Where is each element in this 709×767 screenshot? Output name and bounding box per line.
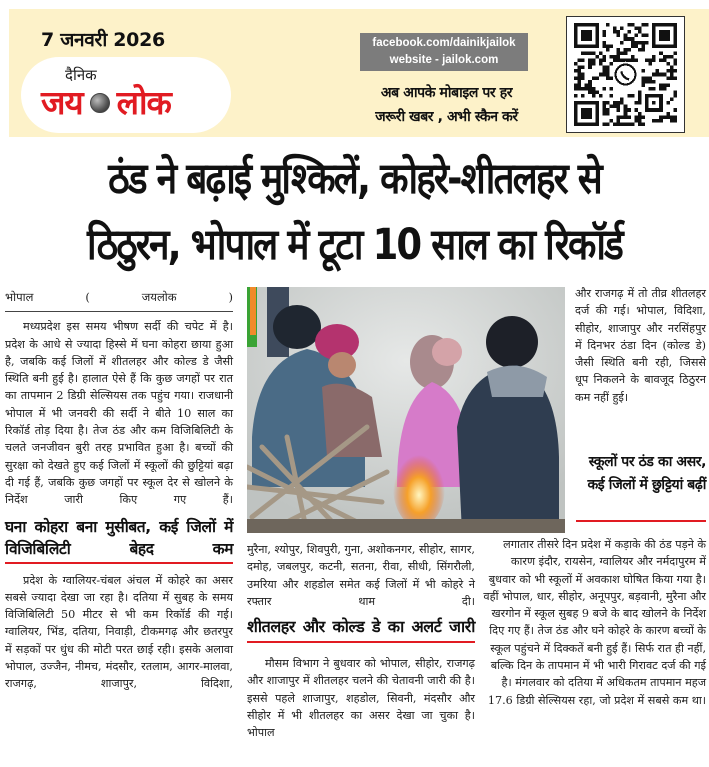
qr-module bbox=[620, 59, 624, 63]
qr-module bbox=[666, 101, 670, 105]
qr-module bbox=[666, 55, 670, 59]
qr-module bbox=[631, 37, 635, 41]
qr-module bbox=[599, 62, 603, 66]
qr-module bbox=[599, 73, 603, 77]
qr-module bbox=[578, 73, 582, 77]
qr-module bbox=[631, 59, 635, 63]
qr-module bbox=[602, 69, 606, 73]
qr-module bbox=[673, 115, 677, 119]
qr-module bbox=[638, 30, 642, 34]
newspaper-logo bbox=[21, 57, 231, 133]
qr-module bbox=[634, 41, 638, 45]
qr-module bbox=[574, 87, 578, 91]
qr-module bbox=[592, 87, 596, 91]
qr-module bbox=[606, 69, 610, 73]
qr-module bbox=[663, 87, 667, 91]
qr-module bbox=[588, 59, 592, 63]
subheading-rule bbox=[247, 641, 475, 643]
qr-module bbox=[617, 51, 621, 55]
globe-icon bbox=[90, 93, 110, 113]
qr-module bbox=[602, 55, 606, 59]
qr-module bbox=[606, 66, 610, 70]
qr-module bbox=[578, 76, 582, 80]
qr-module bbox=[627, 108, 631, 112]
qr-module bbox=[638, 27, 642, 31]
article-column-right-top bbox=[575, 285, 706, 406]
qr-module bbox=[641, 23, 645, 27]
qr-module bbox=[673, 108, 677, 112]
logo-word-jai: जय bbox=[41, 83, 83, 122]
qr-module bbox=[634, 44, 638, 48]
qr-module bbox=[595, 90, 599, 94]
qr-module bbox=[620, 41, 624, 45]
qr-module bbox=[645, 23, 649, 27]
qr-module bbox=[610, 105, 614, 109]
qr-module bbox=[638, 115, 642, 119]
qr-module bbox=[592, 62, 596, 66]
qr-module bbox=[617, 59, 621, 63]
qr-module bbox=[641, 69, 645, 73]
qr-module bbox=[673, 76, 677, 80]
qr-module bbox=[620, 101, 624, 105]
dateline: भोपाल ( जयलोक ) bbox=[5, 285, 233, 312]
qr-module bbox=[585, 51, 589, 55]
fog-subheading: घना कोहरा बना मुसीबत, कई जिलों में विजिबिलिटी बेहद कम bbox=[5, 517, 233, 558]
qr-module bbox=[617, 48, 621, 52]
alert-paragraph: मौसम विभाग ने बुधवार को भोपाल, सीहोर, राजगढ़ और शाजापुर में शीतलहर चलने की चेतावनी जारी की है। इससे पहले शाजापुर, शहडोल, सिवनी, मंदसौर और सीहोर में भी शीतलहर का असर देखा जा चुका है। भोपाल bbox=[247, 657, 475, 740]
qr-module bbox=[602, 66, 606, 70]
qr-module bbox=[663, 115, 667, 119]
bonfire-photo-illustration bbox=[247, 287, 565, 533]
qr-module bbox=[641, 76, 645, 80]
qr-module bbox=[578, 83, 582, 87]
qr-module bbox=[606, 122, 610, 126]
qr-module bbox=[588, 66, 592, 70]
qr-module bbox=[610, 62, 614, 66]
qr-module bbox=[645, 80, 649, 84]
qr-module bbox=[652, 55, 656, 59]
article-column-center bbox=[247, 541, 475, 742]
qr-module bbox=[624, 122, 628, 126]
qr-module bbox=[659, 83, 663, 87]
website-link[interactable]: website - jailok.com bbox=[389, 54, 499, 66]
qr-module bbox=[641, 41, 645, 45]
qr-module bbox=[649, 87, 653, 91]
qr-module bbox=[606, 101, 610, 105]
qr-module bbox=[574, 62, 578, 66]
qr-module bbox=[627, 94, 631, 98]
qr-module bbox=[663, 55, 667, 59]
qr-module bbox=[631, 94, 635, 98]
qr-module bbox=[652, 73, 656, 77]
qr-module bbox=[610, 119, 614, 123]
qr-module bbox=[606, 112, 610, 116]
qr-module bbox=[588, 51, 592, 55]
qr-module bbox=[602, 101, 606, 105]
qr-module bbox=[617, 34, 621, 38]
qr-module bbox=[673, 90, 677, 94]
qr-module bbox=[663, 73, 667, 77]
qr-module bbox=[649, 59, 653, 63]
qr-module bbox=[670, 69, 674, 73]
qr-module bbox=[627, 59, 631, 63]
masthead-band bbox=[9, 9, 709, 137]
headline-line-2: ठिठुरन, भोपाल में टूटा 10 साल का रिकॉर्ड bbox=[87, 220, 622, 270]
scan-prompt bbox=[359, 81, 534, 129]
qr-module bbox=[620, 27, 624, 31]
qr-module bbox=[578, 66, 582, 70]
qr-module bbox=[645, 34, 649, 38]
main-headline bbox=[0, 146, 709, 278]
qr-module bbox=[673, 69, 677, 73]
qr-module bbox=[638, 119, 642, 123]
qr-code-graphic bbox=[573, 23, 678, 126]
qr-module bbox=[617, 108, 621, 112]
qr-module bbox=[666, 62, 670, 66]
qr-module bbox=[641, 115, 645, 119]
qr-module bbox=[631, 41, 635, 45]
qr-module bbox=[631, 122, 635, 126]
qr-module bbox=[581, 94, 585, 98]
qr-module bbox=[602, 105, 606, 109]
qr-module bbox=[613, 59, 617, 63]
qr-module bbox=[606, 48, 610, 52]
qr-module bbox=[627, 37, 631, 41]
qr-module bbox=[652, 80, 656, 84]
article-column-left bbox=[5, 285, 233, 693]
qr-module bbox=[641, 83, 645, 87]
qr-module bbox=[578, 80, 582, 84]
qr-module bbox=[588, 87, 592, 91]
qr-module bbox=[652, 119, 656, 123]
qr-module bbox=[634, 108, 638, 112]
qr-module bbox=[638, 101, 642, 105]
qr-module bbox=[585, 83, 589, 87]
qr-module bbox=[606, 23, 610, 27]
qr-module bbox=[595, 76, 599, 80]
qr-module bbox=[581, 66, 585, 70]
qr-module bbox=[610, 87, 614, 91]
qr-module bbox=[599, 51, 603, 55]
qr-module bbox=[617, 30, 621, 34]
qr-module bbox=[634, 119, 638, 123]
qr-module bbox=[624, 59, 628, 63]
qr-module bbox=[613, 105, 617, 109]
qr-module bbox=[578, 87, 582, 91]
qr-module bbox=[581, 76, 585, 80]
qr-module bbox=[588, 80, 592, 84]
qr-module bbox=[649, 80, 653, 84]
fog-paragraph: प्रदेश के ग्वालियर-चंबल अंचल में कोहरे का असर सबसे ज्यादा देखा जा रहा है। दतिया में सुबह के समय विजिबिलिटी 50 मीटर से भी कम रिकॉर्ड की गई। ग्वालियर, भिंड, दतिया, निवाड़ी, टीकमगढ़ और छतरपुर में सड़कों पर धुंध की मोटी परत छाई रही। इसके अलावा भोपाल, उज्जैन, नीमच, मंदसौर, रतलाम, आगर-मालवा, राजगढ़, शाजापुर, विदिशा, bbox=[5, 573, 233, 691]
qr-module bbox=[574, 76, 578, 80]
qr-module bbox=[606, 76, 610, 80]
social-links-box bbox=[360, 33, 528, 71]
qr-module bbox=[645, 76, 649, 80]
facebook-link[interactable]: facebook.com/dainikjailok bbox=[372, 37, 516, 49]
qr-module bbox=[581, 87, 585, 91]
qr-module bbox=[592, 76, 596, 80]
qr-module bbox=[613, 55, 617, 59]
qr-module bbox=[656, 119, 660, 123]
qr-module bbox=[652, 59, 656, 63]
qr-module bbox=[652, 87, 656, 91]
qr-module bbox=[663, 83, 667, 87]
qr-module bbox=[581, 59, 585, 63]
qr-module bbox=[624, 112, 628, 116]
qr-module bbox=[620, 122, 624, 126]
article-column-right-bottom bbox=[483, 536, 706, 709]
qr-module bbox=[645, 59, 649, 63]
qr-module bbox=[602, 44, 606, 48]
qr-module bbox=[631, 44, 635, 48]
qr-module bbox=[574, 94, 578, 98]
qr-module bbox=[610, 94, 614, 98]
qr-module bbox=[617, 119, 621, 123]
qr-module bbox=[631, 23, 635, 27]
qr-module bbox=[617, 105, 621, 109]
qr-module bbox=[620, 115, 624, 119]
scan-prompt-line2: जरूरी खबर , अभी स्कैन करें bbox=[375, 109, 518, 125]
qr-module bbox=[670, 66, 674, 70]
qr-module bbox=[670, 98, 674, 102]
qr-module bbox=[624, 37, 628, 41]
qr-module bbox=[638, 98, 642, 102]
fog-paragraph-continued: मुरैना, श्योपुर, शिवपुरी, गुना, अशोकनगर, सीहोर, सागर, दमोह, जबलपुर, कटनी, सतना, रीवा, सीधी, सिंगरौली, उमरिया और शहडोल समेत कई जिलों में भी कोहरे ने रफ्तार थाम दी। bbox=[247, 543, 475, 608]
qr-module bbox=[602, 122, 606, 126]
qr-module bbox=[610, 44, 614, 48]
qr-module bbox=[641, 48, 645, 52]
qr-module bbox=[617, 115, 621, 119]
qr-module bbox=[602, 30, 606, 34]
qr-module bbox=[617, 101, 621, 105]
qr-module bbox=[617, 122, 621, 126]
qr-module bbox=[624, 34, 628, 38]
qr-module bbox=[641, 80, 645, 84]
qr-module bbox=[602, 112, 606, 116]
qr-module bbox=[634, 101, 638, 105]
qr-module bbox=[613, 122, 617, 126]
qr-module bbox=[627, 23, 631, 27]
qr-module bbox=[578, 69, 582, 73]
qr-module bbox=[624, 115, 628, 119]
qr-module bbox=[588, 62, 592, 66]
qr-module bbox=[634, 59, 638, 63]
school-subheading: स्कूलों पर ठंड का असर, कई जिलों में छुट्टियां बढ़ीं bbox=[587, 454, 706, 493]
qr-module bbox=[613, 27, 617, 31]
qr-module bbox=[638, 90, 642, 94]
qr-module bbox=[588, 90, 592, 94]
qr-module bbox=[613, 101, 617, 105]
qr-module bbox=[602, 108, 606, 112]
qr-module bbox=[638, 41, 642, 45]
qr-module bbox=[659, 87, 663, 91]
qr-module bbox=[638, 48, 642, 52]
qr-module bbox=[606, 73, 610, 77]
qr-module bbox=[634, 115, 638, 119]
qr-module bbox=[574, 69, 578, 73]
qr-module bbox=[588, 83, 592, 87]
qr-module bbox=[659, 73, 663, 77]
qr-module bbox=[627, 48, 631, 52]
qr-module bbox=[620, 51, 624, 55]
school-paragraph: लगातार तीसरे दिन प्रदेश में कड़ाके की ठंड पड़ने के कारण इंदौर, रायसेन, ग्वालियर और नर्मदापुरम में बुधवार को भी स्कूलों में अवकाश घोषित किया गया है। वहीं भोपाल, धार, सीहोर, अनूपपुर, बड़वानी, मुरैना और खरगोन में स्कूल सुबह 9 बजे के बाद खोलने के निर्देश दिए गए हैं। तेज ठंड और घने कोहरे के कारण बच्चों के स्कूल पहुंचने में दिक्कतें बनी हुई हैं। सिर्फ रात ही नहीं, बल्कि दिन के तापमान में भी भारी गिरावट दर्ज की गई है। मंगलवार को दतिया में अधिकतम तापमान महज 17.6 डिग्री सेल्सियस रहा, जो प्रदेश में सबसे कम था। bbox=[483, 538, 706, 707]
qr-module bbox=[599, 94, 603, 98]
qr-module bbox=[631, 55, 635, 59]
qr-module bbox=[641, 44, 645, 48]
alert-subheading: शीतलहर और कोल्ड डे का अलर्ट जारी bbox=[247, 617, 475, 637]
qr-module bbox=[673, 119, 677, 123]
qr-module bbox=[624, 48, 628, 52]
qr-module bbox=[634, 27, 638, 31]
qr-module bbox=[602, 41, 606, 45]
logo-word-lok: लोक bbox=[116, 83, 171, 122]
qr-module bbox=[606, 108, 610, 112]
qr-module bbox=[663, 59, 667, 63]
qr-module bbox=[666, 76, 670, 80]
qr-module bbox=[624, 105, 628, 109]
qr-module bbox=[656, 73, 660, 77]
qr-module bbox=[659, 115, 663, 119]
qr-module bbox=[602, 87, 606, 91]
qr-module bbox=[666, 112, 670, 116]
qr-module bbox=[659, 51, 663, 55]
qr-module bbox=[610, 76, 614, 80]
issue-date: 7 जनवरी 2026 bbox=[41, 29, 165, 51]
qr-module bbox=[610, 55, 614, 59]
qr-module bbox=[666, 115, 670, 119]
qr-module bbox=[581, 73, 585, 77]
qr-module bbox=[645, 41, 649, 45]
qr-module bbox=[624, 108, 628, 112]
qr-module bbox=[670, 76, 674, 80]
whatsapp-qr-code-icon[interactable] bbox=[566, 16, 685, 133]
qr-module bbox=[641, 122, 645, 126]
qr-module bbox=[649, 76, 653, 80]
qr-module bbox=[673, 94, 677, 98]
qr-module bbox=[599, 59, 603, 63]
qr-module bbox=[670, 115, 674, 119]
qr-module bbox=[595, 55, 599, 59]
qr-module bbox=[602, 73, 606, 77]
scan-prompt-line1: अब आपके मोबाइल पर हर bbox=[380, 85, 513, 101]
qr-module bbox=[620, 98, 624, 102]
logo-prefix: दैनिक bbox=[65, 66, 97, 84]
intro-paragraph: मध्यप्रदेश इस समय भीषण सर्दी की चपेट में है। प्रदेश के आधे से ज्यादा हिस्से में घना कोहरा छाया हुआ है, जबकि कई जिलों में शीतलहर और कोल्ड डे जैसी स्थिति बनी हुई है। हालात ऐसे हैं कि कुछ जगहों पर रात का तापमान 2 डिग्री सेल्सियस तक पहुंच गया। राजधानी भोपाल में भी जनवरी की सर्दी ने बीते 10 साल का रिकॉर्ड तोड़ दिया है। तेज ठंड और कम विजिबिलिटी के चलते जनजीवन बुरी तरह प्रभावित हुआ है। बच्चों की सुरक्षा को देखते हुए कई जिलों में स्कूलों की छुट्टियां बढ़ा दी गई हैं, जबकि कुछ जगहों पर स्कूल देर से खोलने के निर्देश जारी किए गए हैं। bbox=[5, 320, 233, 507]
qr-module bbox=[673, 51, 677, 55]
subheading-rule bbox=[5, 562, 233, 564]
qr-module bbox=[592, 94, 596, 98]
qr-module bbox=[581, 51, 585, 55]
qr-module bbox=[624, 51, 628, 55]
qr-module bbox=[617, 55, 621, 59]
qr-module bbox=[613, 30, 617, 34]
qr-module bbox=[673, 59, 677, 63]
qr-module bbox=[592, 51, 596, 55]
qr-module bbox=[638, 112, 642, 116]
qr-module bbox=[592, 59, 596, 63]
qr-module bbox=[659, 59, 663, 63]
qr-module bbox=[670, 73, 674, 77]
qr-module bbox=[627, 122, 631, 126]
subheading-rule bbox=[576, 520, 706, 522]
qr-module bbox=[656, 69, 660, 73]
logo-title bbox=[41, 83, 171, 122]
qr-module bbox=[638, 122, 642, 126]
qr-module bbox=[649, 62, 653, 66]
qr-module bbox=[606, 44, 610, 48]
qr-module bbox=[673, 62, 677, 66]
qr-module bbox=[574, 83, 578, 87]
qr-module bbox=[592, 90, 596, 94]
qr-module bbox=[641, 34, 645, 38]
qr-module bbox=[666, 83, 670, 87]
qr-module bbox=[627, 30, 631, 34]
qr-module bbox=[627, 115, 631, 119]
qr-module bbox=[638, 94, 642, 98]
qr-module bbox=[670, 119, 674, 123]
qr-module bbox=[634, 34, 638, 38]
qr-module bbox=[602, 34, 606, 38]
qr-module bbox=[670, 55, 674, 59]
qr-module bbox=[659, 119, 663, 123]
qr-module bbox=[578, 59, 582, 63]
qr-module bbox=[666, 69, 670, 73]
qr-module bbox=[602, 59, 606, 63]
headline-line-1: ठंड ने बढ़ाई मुश्किलें, कोहरे-शीतलहर से bbox=[108, 154, 601, 204]
qr-module bbox=[585, 87, 589, 91]
news-photo bbox=[247, 287, 565, 533]
alert-paragraph-continued: और राजगढ़ में तो तीव्र शीतलहर दर्ज की गई। भोपाल, विदिशा, सीहोर, शाजापुर और नरसिंहपुर में दिनभर ठंडा दिन (कोल्ड डे) जैसी स्थिति बनी रही, जिससे धूप निकलने के बावजूद ठिठुरन कम नहीं हुई। bbox=[575, 287, 706, 404]
